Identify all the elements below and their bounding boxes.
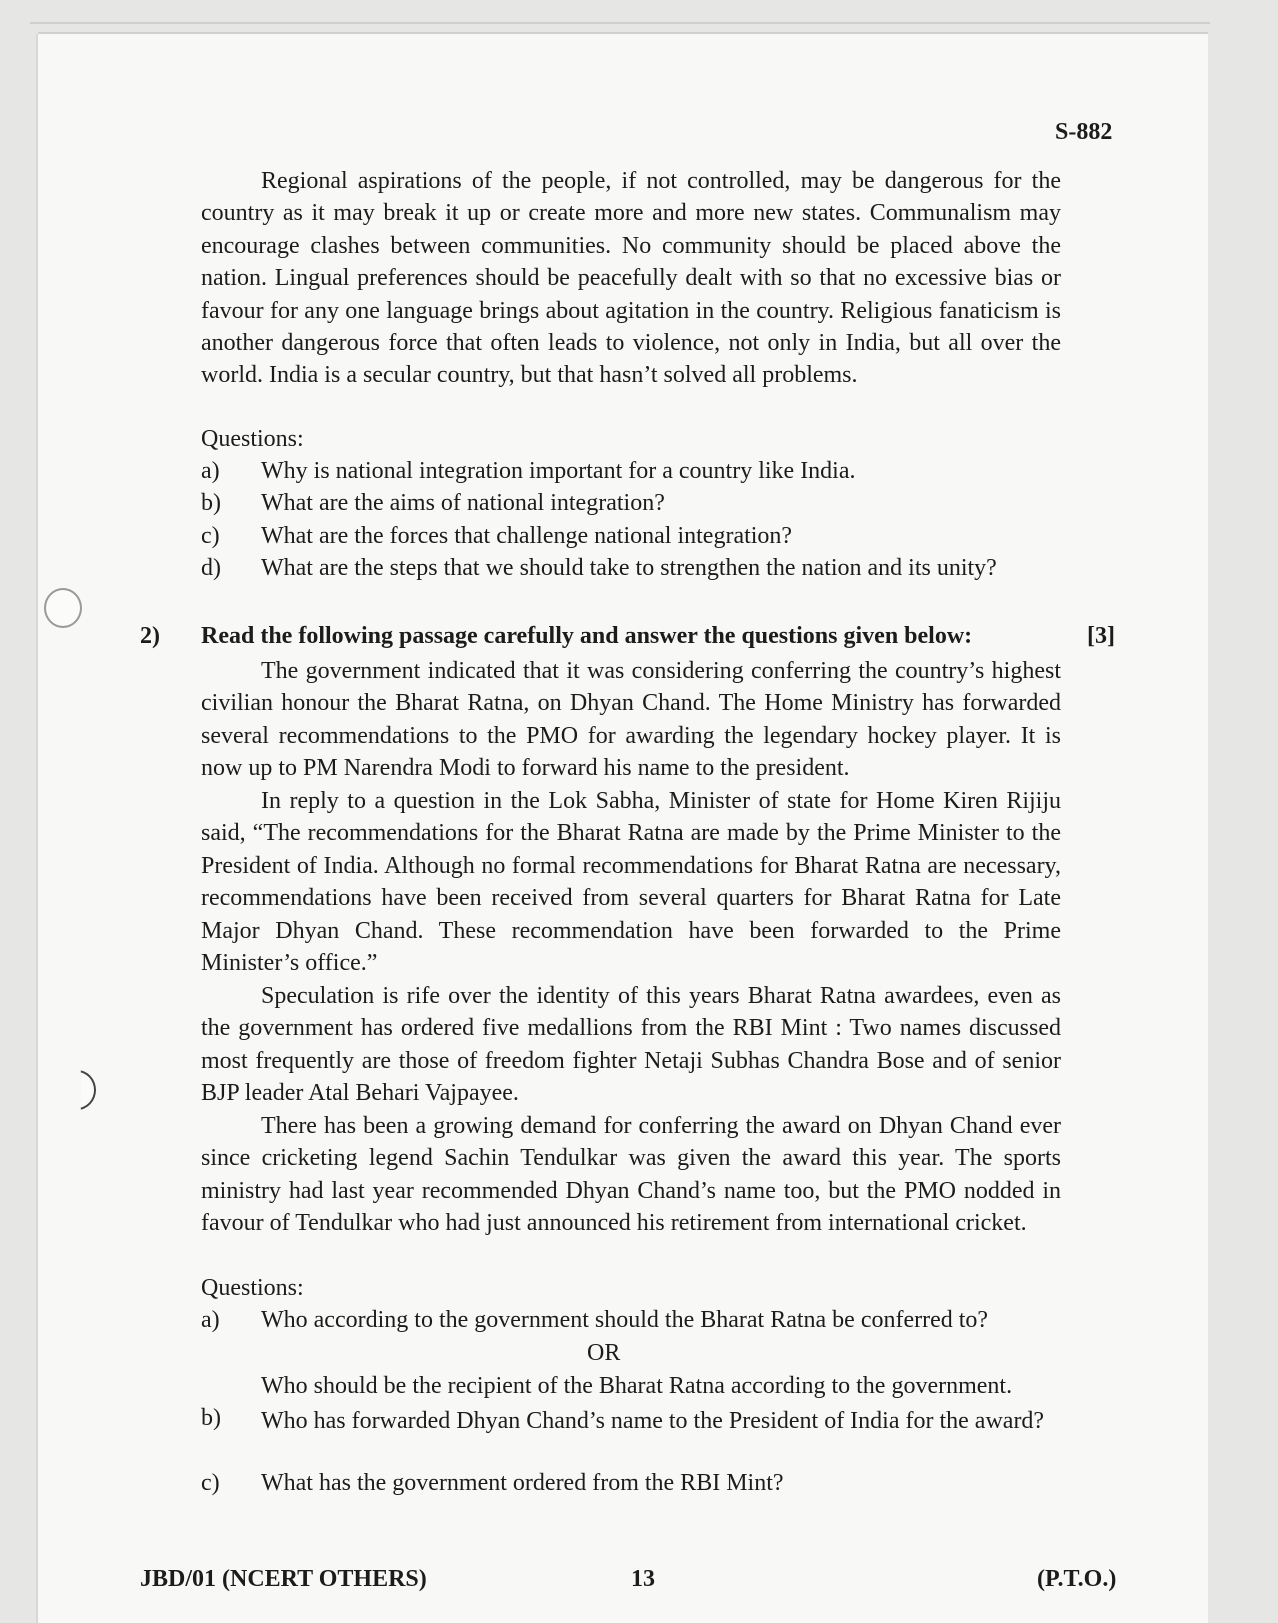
footer-pto: (P.T.O.) [1037,1566,1117,1592]
q1-question-c [201,523,792,550]
question-letter: c) [201,1470,220,1496]
question-text: What are the forces that challenge national integration? [261,523,793,549]
q1-question-d [201,555,997,582]
q1-passage: Regional aspirations of the people, if not controlled, may be dangerous for the country as it may break it up or create more and more new states. Communalism may encourage clashes between communities. No community should be placed above the nation. Lingual preferences should be peacefully dealt with so that no excessive bias or favour for any one language brings about agitation in the country. Religious fanaticism is another dangerous force that often leads to violence, not only in India, but all over the world. India is a secular country, but that hasn’t solved all problems. [201,168,1061,389]
q2-question-b-letter: b) [201,1405,221,1431]
page-edge-line [30,22,1210,24]
question-text: What are the steps that we should take to strengthen the nation and its unity? [261,555,997,581]
q2-question-a [201,1307,988,1334]
q2-paragraph-4: There has been a growing demand for conferring the award on Dhyan Chand ever since cricketing legend Sachin Tendulkar was given the award this year. The sports ministry had last year recommended Dhyan Chand’s name too, but the PMO nodded in favour of Tendulkar who had just announced his retirement from international cricket. [201,1113,1061,1237]
q2-instruction: Read the following passage carefully and answer the questions given below: [201,623,973,649]
question-text: What has the government ordered from the RBI Mint? [261,1470,784,1496]
footer-subject-code: JBD/01 (NCERT OTHERS) [140,1566,427,1592]
q1-question-a [201,458,856,485]
q2-question-c [201,1470,784,1497]
q2-question-b-text: Who has forwarded Dhyan Chand’s name to the President of India for the award? [261,1408,1045,1434]
q2-number: 2) [140,623,160,649]
q1-question-b [201,490,665,517]
question-letter: a) [201,1307,220,1333]
question-text: Who according to the government should the Bharat Ratna be conferred to? [261,1307,989,1333]
footer-page-number: 13 [631,1566,655,1592]
question-letter: b) [201,490,221,516]
q2-marks: [3] [1087,623,1115,649]
question-letter: c) [201,523,220,549]
q2-paragraph-1: The government indicated that it was considering conferring the country’s highest civilian honour the Bharat Ratna, on Dhyan Chand. The Home Ministry has forwarded several recommendations to the PMO for awarding the legendary hockey player. It is now up to PM Narendra Modi to forward his name to the president. [201,658,1061,782]
question-letter: a) [201,458,220,484]
q2-question-a-alternative: Who should be the recipient of the Bharat Ratna according to the government. [261,1373,1013,1399]
question-letter: d) [201,555,221,581]
q2-paragraph-2: In reply to a question in the Lok Sabha, Minister of state for Home Kiren Rijiju said, “The recommendations for the Bharat Ratna are made by the Prime Minister to the President of India. Although no formal recommendations for Bharat Ratna are necessary, recommendations have been received from several quarters for Bharat Ratna for Late Major Dhyan Chand. These recommendation have been forwarded to the Prime Minister’s office.” [201,788,1061,977]
q2-paragraph-3: Speculation is rife over the identity of this years Bharat Ratna awardees, even as the government has ordered five medallions from the RBI Mint : Two names discussed most frequently are those of freedom fighter Netaji Subhas Chandra Bose and of senior BJP leader Atal Behari Vajpayee. [201,983,1061,1107]
question-text: Why is national integration important for a country like India. [261,458,856,484]
question-text: What are the aims of national integration? [261,490,665,516]
q2-or-separator: OR [587,1340,621,1366]
q1-questions-label: Questions: [201,426,304,452]
q2-questions-label: Questions: [201,1275,304,1301]
paper-code: S-882 [1055,119,1113,145]
punch-hole-top [44,588,82,628]
